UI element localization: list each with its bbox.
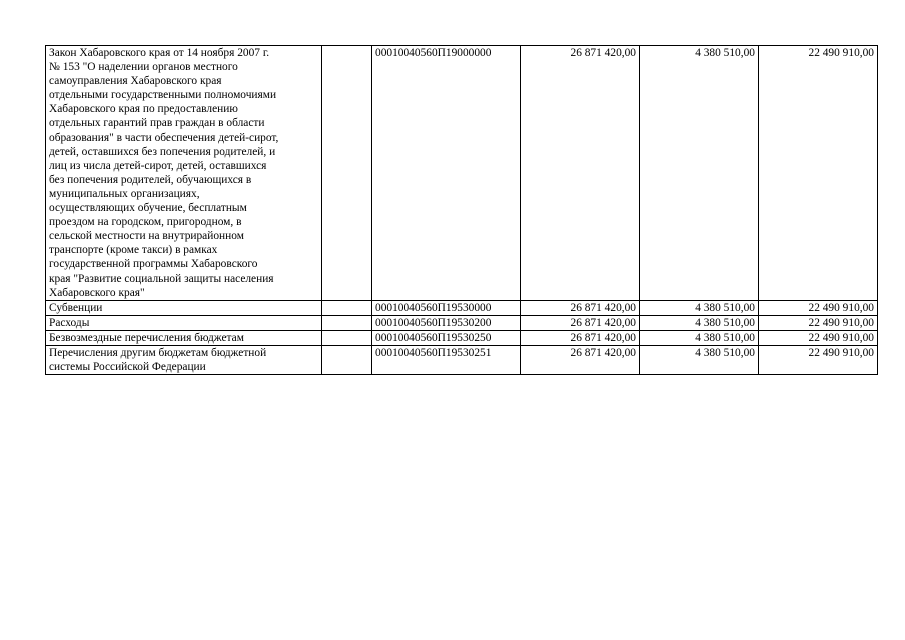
row-value-2: 4 380 510,00 [640, 345, 759, 374]
empty-cell [322, 46, 372, 301]
row-name-cell [46, 315, 322, 330]
empty-cell [322, 300, 372, 315]
row-name-cell [46, 300, 322, 315]
row-value-2: 4 380 510,00 [640, 315, 759, 330]
row-value-2: 4 380 510,00 [640, 300, 759, 315]
row-name-cell [46, 330, 322, 345]
row-name-cell [46, 345, 322, 374]
row-value-2: 4 380 510,00 [640, 46, 759, 301]
row-value-3: 22 490 910,00 [759, 345, 878, 374]
row-name: Расходы [49, 316, 90, 329]
row-value-1: 26 871 420,00 [521, 315, 640, 330]
row-value-3: 22 490 910,00 [759, 315, 878, 330]
row-value-1: 26 871 420,00 [521, 330, 640, 345]
budget-table [45, 45, 878, 375]
row-code: 00010040560П19530000 [372, 300, 521, 315]
row-code: 00010040560П19000000 [372, 46, 521, 301]
budget-table-body [46, 46, 878, 375]
row-value-3: 22 490 910,00 [759, 330, 878, 345]
empty-cell [322, 330, 372, 345]
row-code: 00010040560П19530200 [372, 315, 521, 330]
row-value-3: 22 490 910,00 [759, 300, 878, 315]
empty-cell [322, 315, 372, 330]
row-value-2: 4 380 510,00 [640, 330, 759, 345]
empty-cell [322, 345, 372, 374]
row-value-1: 26 871 420,00 [521, 46, 640, 301]
row-name: Безвозмездные перечисления бюджетам [49, 331, 244, 344]
table-row [46, 315, 878, 330]
table-row [46, 330, 878, 345]
table-row [46, 46, 878, 301]
row-name: Субвенции [49, 301, 103, 314]
table-row [46, 300, 878, 315]
row-value-3: 22 490 910,00 [759, 46, 878, 301]
row-name-cell [46, 46, 322, 301]
row-name: Перечисления другим бюджетам бюджетной системы Российской Федерации [49, 346, 267, 374]
table-row [46, 345, 878, 374]
row-code: 00010040560П19530250 [372, 330, 521, 345]
row-code: 00010040560П19530251 [372, 345, 521, 374]
row-value-1: 26 871 420,00 [521, 345, 640, 374]
row-name: Закон Хабаровского края от 14 ноября 2007 г. № 153 "О наделении органов местного самоуправления Хабаровского края отдельными государственными полномочиями Хабаровского края по предоставлению отдельных гарантий прав граждан в области образования" в части обеспечения детей-сирот, детей, оставшихся без попечения родителей, и лиц из числа детей-сирот, детей, оставшихся без попечения родителей, обучающихся в муниципальных организациях, осуществляющих обучение, бесплатным проездом на городском, пригородном, в сельской местности на внутрирайонном транспорте (кроме такси) в рамках государственной программы Хабаровского края "Развитие социальной защиты населения Хабаровского края" [49, 47, 279, 299]
row-value-1: 26 871 420,00 [521, 300, 640, 315]
